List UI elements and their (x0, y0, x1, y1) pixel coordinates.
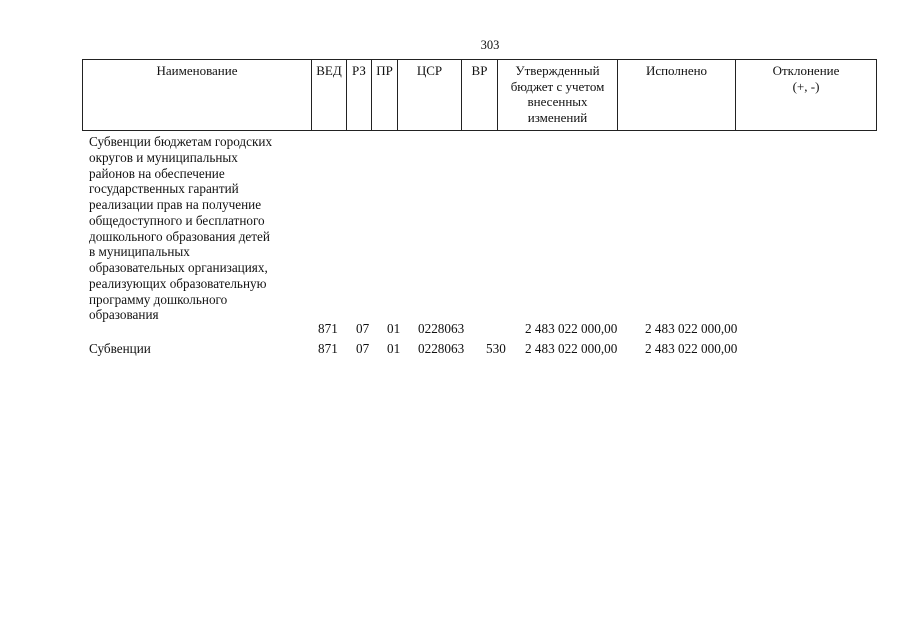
row-pr: 01 (387, 341, 401, 356)
row-approved: 2 483 022 000,00 (525, 321, 618, 336)
row-csr: 0228063 (418, 321, 465, 336)
row-ved: 871 (318, 341, 338, 356)
header-executed: Исполнено (618, 60, 736, 131)
row-name: Субвенции бюджетам городских округов и муниципальных районов на обеспечение государственных гарантий реализации прав на получение общедоступного и бесплатного дошкольного образования детей в муниципальных образовательных организациях, реализующих образовательную программу дошкольного образования (89, 134, 273, 323)
row-ved: 871 (318, 321, 338, 336)
header-vr: ВР (462, 60, 498, 131)
header-ved: ВЕД (312, 60, 347, 131)
row-name: Субвенции (89, 341, 151, 356)
row-csr: 0228063 (418, 341, 465, 356)
row-rz: 07 (356, 321, 370, 336)
row-executed: 2 483 022 000,00 (645, 321, 738, 336)
header-deviation: Отклонение (+, -) (736, 60, 877, 131)
header-rz: РЗ (347, 60, 372, 131)
header-approved: Утвержденный бюджет с учетом внесенных изменений (498, 60, 618, 131)
row-executed: 2 483 022 000,00 (645, 341, 738, 356)
header-csr: ЦСР (398, 60, 462, 131)
row-rz: 07 (356, 341, 370, 356)
row-vr: 530 (486, 341, 506, 356)
page-number: 303 (480, 38, 500, 52)
row-approved: 2 483 022 000,00 (525, 341, 618, 356)
row-pr: 01 (387, 321, 401, 336)
table-header (82, 59, 877, 131)
header-name: Наименование (83, 60, 312, 131)
header-pr: ПР (372, 60, 398, 131)
